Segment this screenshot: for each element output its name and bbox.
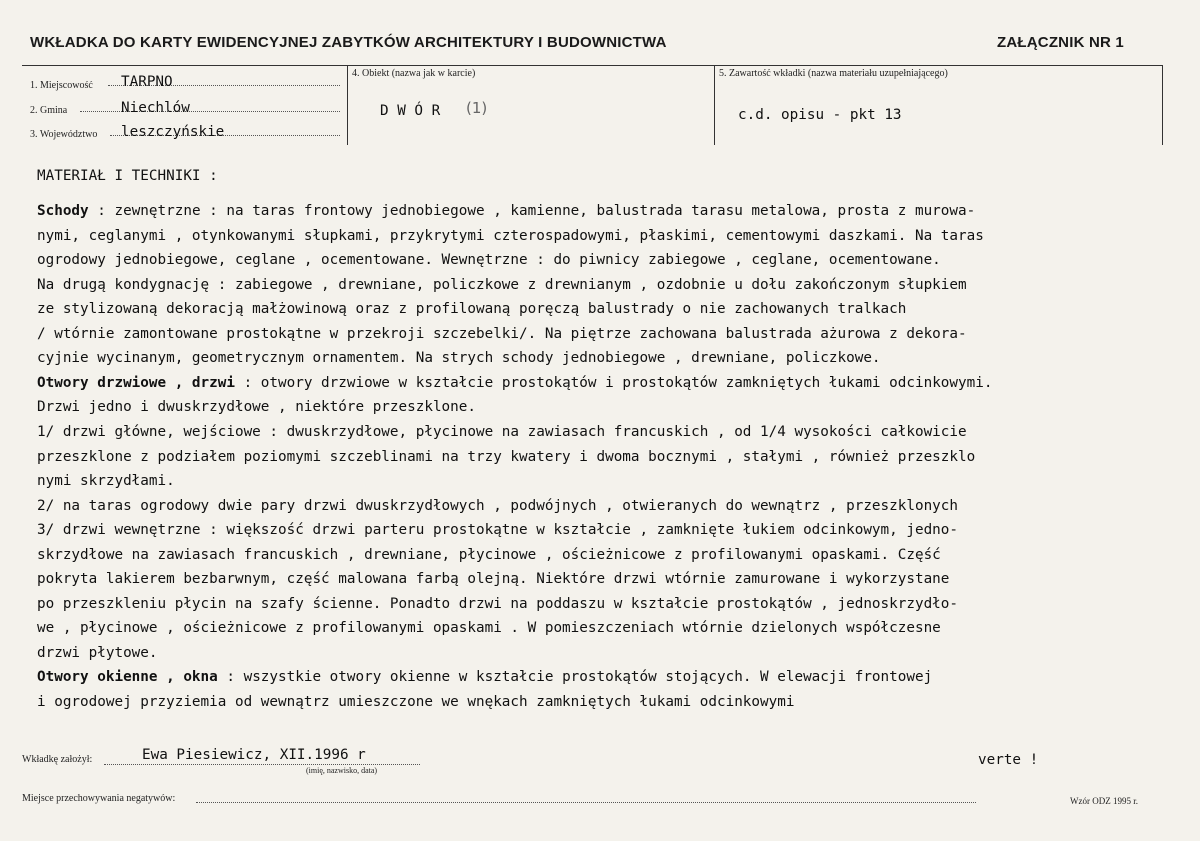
body-line-text: drzwi płytowe. [37, 644, 158, 661]
body-line [37, 694, 794, 710]
body-line [37, 522, 958, 538]
body-line [37, 449, 975, 465]
body-line-text: : wszystkie otwory okienne w kształcie prostokątów stojących. W elewacji frontowej [217, 669, 933, 686]
author-dots [104, 764, 420, 765]
miejscowosc-label: 1. Miejscowość [30, 80, 93, 91]
body-line [37, 375, 992, 391]
body-line [37, 571, 949, 587]
body-line-heading: Otwory drzwiowe , drzwi [37, 374, 235, 391]
body-line-text: 3/ drzwi wewnętrzne : większość drzwi parteru prostokątne w kształcie , zamknięte łukiem odcinkowym, jedno- [37, 522, 958, 539]
body-line [37, 399, 476, 415]
author-value: Ewa Piesiewicz, XII.1996 r [142, 747, 366, 763]
wojewodztwo-label: 3. Województwo [30, 129, 98, 140]
zawartosc-value: c.d. opisu - pkt 13 [738, 107, 902, 123]
gmina-label: 2. Gmina [30, 105, 68, 116]
negatives-dots [196, 802, 976, 803]
author-label: Wkładkę założył: [22, 754, 93, 765]
body-line-text: skrzydłowe na zawiasach francuskich , drewniane, płycinowe , ościeżnicowe z profilowanymi opaskami. Część [37, 546, 941, 563]
obiekt-number: (1) [466, 99, 488, 117]
miejscowosc-value: TARPNO [121, 74, 173, 90]
body-line [37, 596, 958, 612]
body-line-text: ze stylizowaną dekoracją małżowinową oraz z profilowaną poręczą balustrady o nie zachowanych tralkach [37, 301, 907, 318]
body-line-text: i ogrodowej przyziemia od wewnątrz umieszczone we wnękach zamkniętych łukami odcinkowymi [37, 694, 795, 710]
negatives-label: Miejsce przechowywania negatywów: [22, 793, 176, 804]
body-line [37, 228, 984, 244]
verte-note: verte ! [978, 752, 1039, 768]
obiekt-label: 4. Obiekt (nazwa jak w karcie) [352, 68, 476, 79]
body-line-text: we , płycinowe , ościeżnicowe z profilowanymi opaskami . W pomieszczeniach wtórnie dzielonych współczesne [37, 620, 941, 637]
body-line-text: Drzwi jedno i dwuskrzydłowe , niektóre przeszklone. [37, 399, 476, 416]
body-line-text: / wtórnie zamontowane prostokątne w przekroji szczebelki/. Na piętrze zachowana balustrada ażurowa z dekora- [37, 325, 967, 342]
body-line [37, 547, 941, 563]
body-line-text: cyjnie wycinanym, geometrycznym ornamentem. Na strych schody jednobiegowe , drewniane, policzkowe. [37, 350, 881, 367]
body-line-text: pokryta lakierem bezbarwnym, część malowana farbą olejną. Niektóre drzwi wtórnie zamurowane i wykorzystane [37, 571, 950, 588]
body-line [37, 498, 958, 514]
body-line-heading: Otwory okienne , okna [37, 669, 218, 686]
gmina-dots [80, 111, 340, 112]
gmina-value: Niechlów [121, 100, 190, 116]
body-line [37, 473, 175, 489]
body-line [37, 301, 906, 317]
divider-2 [714, 65, 715, 145]
body-line-text: 2/ na taras ogrodowy dwie pary drzwi dwuskrzydłowych , podwójnych , otwieranych do wewnątrz , przeszklonych [37, 497, 958, 514]
body-line-text: : zewnętrzne : na taras frontowy jednobiegowe , kamienne, balustrada tarasu metalowa, prosta z murowa- [88, 203, 976, 219]
wojewodztwo-value: leszczyńskie [121, 124, 225, 140]
body-line [37, 645, 158, 661]
body-line [37, 277, 967, 293]
body-line-text: 1/ drzwi główne, wejściowe : dwuskrzydłowe, płycinowe na zawiasach francuskich , od 1/4 wysokości całkowicie [37, 423, 967, 440]
zawartosc-label: 5. Zawartość wkładki (nazwa materiału uzupełniającego) [719, 68, 948, 79]
author-hint: (imię, nazwisko, data) [306, 766, 378, 775]
body-line-text: : otwory drzwiowe w kształcie prostokątów i prostokątów zamkniętych łukami odcinkowymi. [234, 374, 993, 391]
body-line-text: po przeszkleniu płycin na szafy ścienne. Ponadto drzwi na poddaszu w kształcie prostokątów , jednoskrzydło- [37, 595, 958, 612]
body-line [37, 326, 967, 342]
body-line-text: nymi skrzydłami. [37, 473, 175, 490]
body-line-text: ogrodowy jednobiegowe, ceglane , ocementowane. Wewnętrzne : do piwnicy zabiegowe , ceglane, ocementowane. [37, 252, 941, 269]
obiekt-value: D W Ó R [380, 103, 441, 119]
section-title: MATERIAŁ I TECHNIKI : [37, 168, 218, 184]
body-line [37, 350, 881, 366]
body-line [37, 669, 932, 685]
body-line-text: nymi, ceglanymi , otynkowanymi słupkami, przykrytymi czterospadowymi, płaskimi, cementowymi daszkami. Na taras [37, 227, 984, 244]
annex-number: ZAŁĄCZNIK NR 1 [997, 34, 1124, 51]
body-line-heading: Schody [37, 203, 89, 219]
body-line-text: przeszklone z podziałem poziomymi szczeblinami na trzy kwatery i dwoma bocznymi , stałymi , również przeszklo [37, 448, 976, 465]
divider-1 [347, 65, 348, 145]
body-line [37, 203, 975, 219]
body-line [37, 252, 941, 268]
body-line-text: Na drugą kondygnację : zabiegowe , drewniane, policzkowe z drewnianym , ozdobnie u dołu zakończonym słupkiem [37, 276, 967, 293]
body-line [37, 424, 967, 440]
template-version: Wzór ODZ 1995 r. [1070, 796, 1138, 806]
document-title: WKŁADKA DO KARTY EWIDENCYJNEJ ZABYTKÓW ARCHITEKTURY I BUDOWNICTWA [30, 34, 667, 51]
body-line [37, 620, 941, 636]
